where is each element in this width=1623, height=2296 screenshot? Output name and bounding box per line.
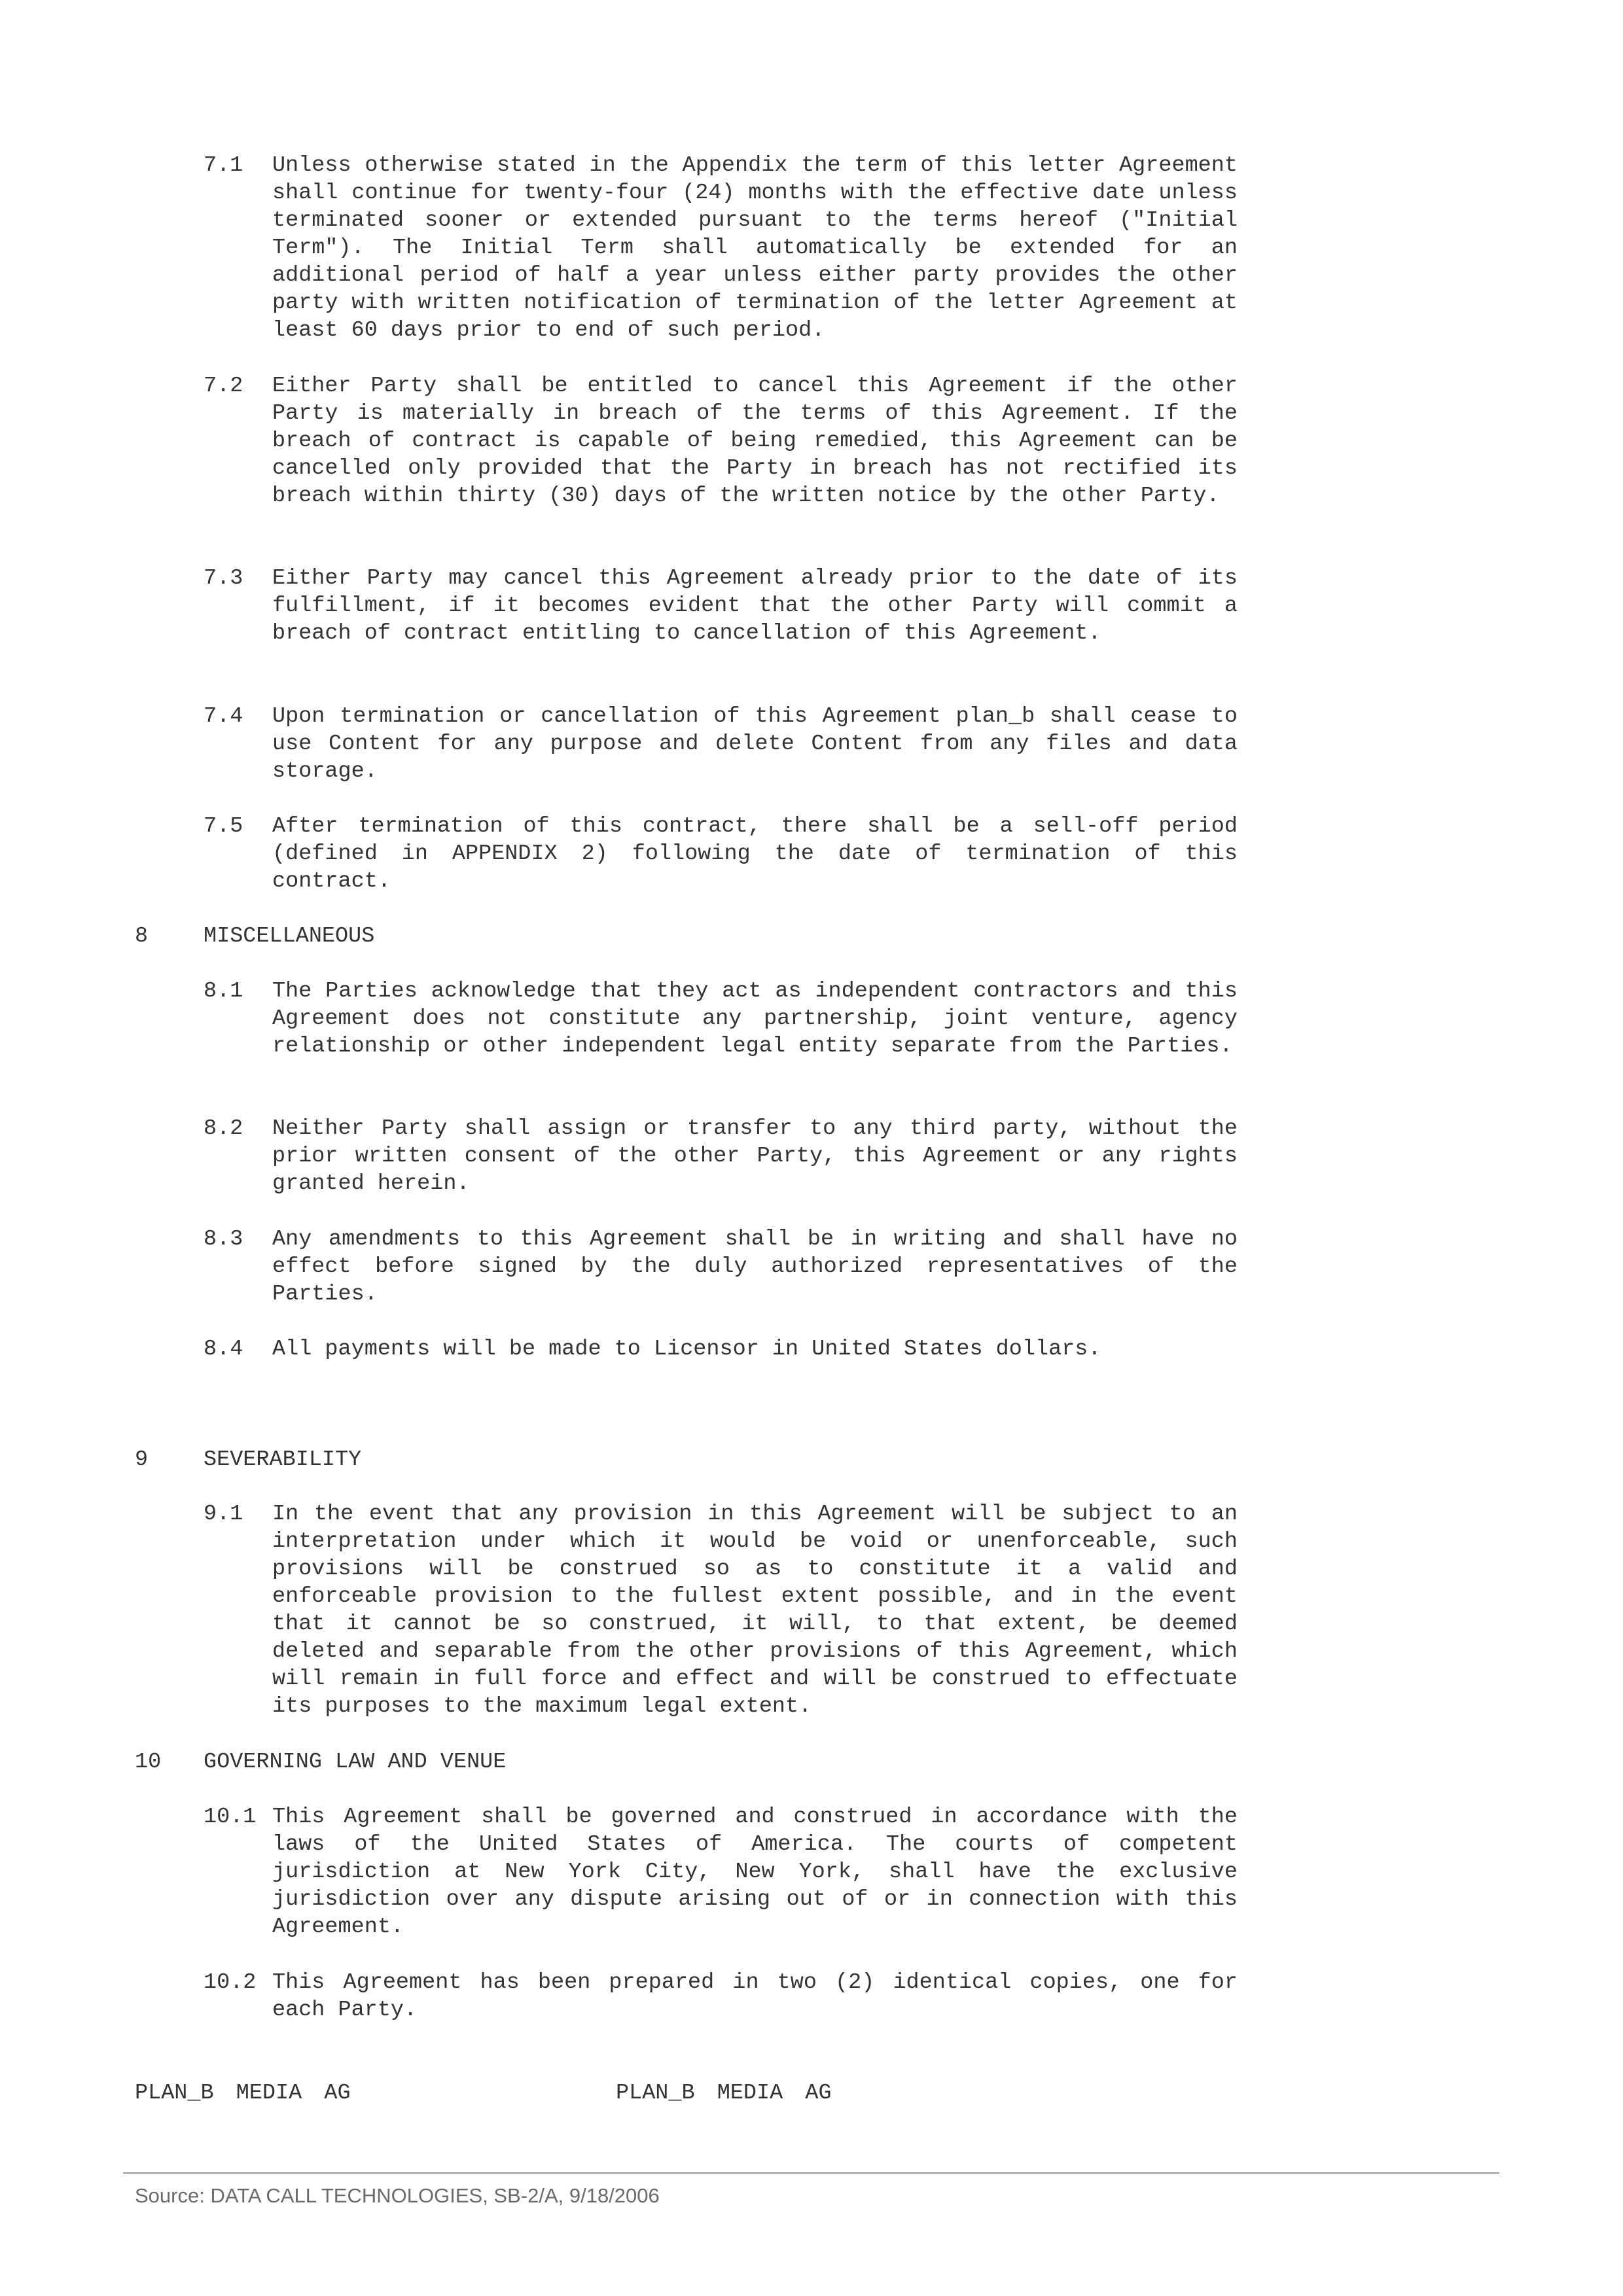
clause-text: Neither Party shall assign or transfer to any third party, without the prior written consent of the other Party, this Agreement or any rights granted herein. bbox=[272, 1116, 1238, 1196]
section-heading-9 bbox=[135, 1446, 361, 1474]
section-heading-10 bbox=[135, 1748, 506, 1776]
clause-number: 10.2 bbox=[204, 1970, 257, 1995]
section-number: 9 bbox=[135, 1447, 149, 1472]
clause-number: 7.3 bbox=[204, 566, 243, 591]
clause-text: Unless otherwise stated in the Appendix the term of this letter Agreement shall continue for twenty-four (24) months with the effective date unless terminated sooner or extended pursuant to the terms hereof ("Initial Term"). The Initial Term shall automatically be extended for an additional period of half a year unless either party provides the other party with written notification of termination of the letter Agreement at least 60 days prior to end of such period. bbox=[272, 153, 1238, 343]
clause-number: 7.1 bbox=[204, 153, 243, 178]
clause-number: 7.5 bbox=[204, 814, 243, 839]
section-title: SEVERABILITY bbox=[204, 1447, 362, 1472]
clause-number: 10.1 bbox=[204, 1805, 257, 1829]
signature-right: PLAN_B MEDIA AG bbox=[616, 2081, 832, 2106]
clause-7-4 bbox=[204, 703, 1238, 785]
clause-number: 8.4 bbox=[204, 1337, 243, 1362]
clause-7-2 bbox=[204, 372, 1238, 510]
clause-number: 8.1 bbox=[204, 979, 243, 1004]
clause-7-3 bbox=[204, 565, 1238, 647]
clause-number: 7.4 bbox=[204, 704, 243, 729]
clause-10-1 bbox=[204, 1803, 1238, 1941]
clause-7-5 bbox=[204, 813, 1238, 895]
clause-9-1 bbox=[204, 1500, 1238, 1720]
section-heading-8 bbox=[135, 923, 374, 950]
clause-text: This Agreement has been prepared in two (2) identical copies, one for each Party. bbox=[272, 1970, 1238, 2022]
section-title: GOVERNING LAW AND VENUE bbox=[204, 1750, 507, 1775]
clause-8-1 bbox=[204, 978, 1238, 1060]
footer-divider bbox=[123, 2172, 1499, 2174]
clause-text: All payments will be made to Licensor in United States dollars. bbox=[272, 1337, 1101, 1362]
clause-text: The Parties acknowledge that they act as independent contractors and this Agreement does not constitute any partnership, joint venture, agency relationship or other independent legal entity separate from the Parties. bbox=[272, 979, 1238, 1059]
clause-text: Any amendments to this Agreement shall be in writing and shall have no effect before signed by the duly authorized representatives of the Parties. bbox=[272, 1227, 1238, 1307]
section-number: 8 bbox=[135, 924, 149, 949]
clause-number: 8.3 bbox=[204, 1227, 243, 1252]
section-title: MISCELLANEOUS bbox=[204, 924, 375, 949]
clause-10-2 bbox=[204, 1969, 1238, 2024]
footer-source: Source: DATA CALL TECHNOLOGIES, SB-2/A, 9/18/2006 bbox=[135, 2184, 660, 2207]
clause-number: 8.2 bbox=[204, 1116, 243, 1141]
clause-text: Upon termination or cancellation of this Agreement plan_b shall cease to use Content for any purpose and delete Content from any files and data storage. bbox=[272, 704, 1238, 784]
signature-left: PLAN_B MEDIA AG bbox=[135, 2081, 351, 2106]
clause-text: In the event that any provision in this Agreement will be subject to an interpretation under which it would be void or unenforceable, such provisions will be construed so as to constitute it a valid and enforceable provision to the fullest extent possible, and in the event that it cannot be so construed, it will, to that extent, be deemed deleted and separable from the other provisions of this Agreement, which will remain in full force and effect and will be construed to effectuate its purposes to the maximum legal extent. bbox=[272, 1502, 1238, 1719]
clause-text: Either Party may cancel this Agreement already prior to the date of its fulfillment, if it becomes evident that the other Party will commit a breach of contract entitling to cancellation of this Agreement. bbox=[272, 566, 1238, 646]
clause-8-2 bbox=[204, 1115, 1238, 1197]
clause-text: Either Party shall be entitled to cancel this Agreement if the other Party is materially in breach of the terms of this Agreement. If the breach of contract is capable of being remedied, this Agreement can be cancelled only provided that the Party in breach has not rectified its breach within thirty (30) days of the written notice by the other Party. bbox=[272, 374, 1238, 508]
clause-8-4 bbox=[204, 1335, 1238, 1363]
clause-number: 7.2 bbox=[204, 374, 243, 398]
clause-7-1 bbox=[204, 152, 1238, 344]
clause-text: This Agreement shall be governed and construed in accordance with the laws of the United States of America. The courts of competent jurisdiction at New York City, New York, shall have the exclusive jurisdiction over any dispute arising out of or in connection with this Agreement. bbox=[272, 1805, 1238, 1939]
section-number: 10 bbox=[135, 1750, 162, 1775]
clause-number: 9.1 bbox=[204, 1502, 243, 1527]
clause-8-3 bbox=[204, 1226, 1238, 1308]
clause-text: After termination of this contract, there shall be a sell-off period (defined in APPENDIX 2) following the date of termination of this contract. bbox=[272, 814, 1238, 894]
